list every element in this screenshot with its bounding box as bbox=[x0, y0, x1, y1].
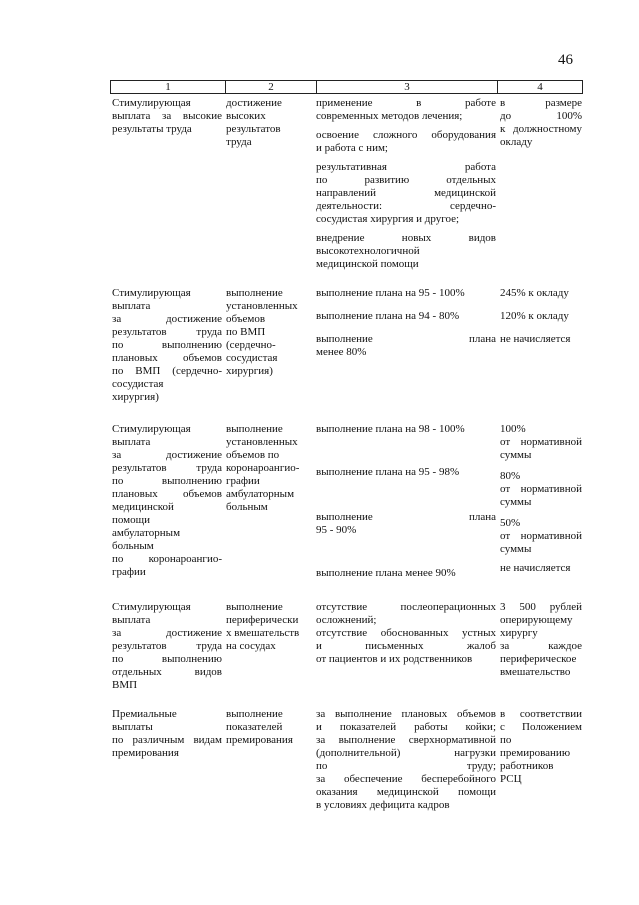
amount-item bbox=[500, 287, 582, 300]
condition-item bbox=[316, 423, 496, 436]
text-line: вмешательство bbox=[500, 666, 571, 678]
text-line: деятельности: сердечно- bbox=[316, 200, 496, 212]
amount-item bbox=[500, 708, 582, 786]
text-line: отдельных видов bbox=[112, 666, 222, 678]
text-line: за каждое bbox=[500, 640, 582, 652]
text-line: 95 - 90% bbox=[316, 524, 357, 536]
text-line: за выполнение плановых объемов bbox=[316, 708, 496, 720]
text-line: РСЦ bbox=[500, 773, 522, 785]
criterion-cell bbox=[226, 601, 314, 653]
text-line: результативная работа bbox=[316, 161, 496, 173]
text-line: и письменных жалоб bbox=[316, 640, 496, 652]
text-line: периферически bbox=[226, 614, 299, 626]
condition-item bbox=[316, 97, 496, 123]
text-line: за достижение bbox=[112, 627, 222, 639]
text-line: освоение сложного оборудования bbox=[316, 129, 496, 141]
text-line: направлений медицинской bbox=[316, 187, 496, 199]
amount-item bbox=[500, 310, 582, 323]
payment-type-cell bbox=[112, 708, 222, 760]
text-line: выполнение bbox=[226, 601, 283, 613]
text-line: суммы bbox=[500, 449, 532, 461]
condition-item bbox=[316, 567, 496, 580]
text-line: выполнение плана bbox=[316, 333, 496, 345]
text-line: медицинской помощи bbox=[316, 258, 419, 270]
text-line: коронароангио- bbox=[226, 462, 300, 474]
text-line: плановых объемов bbox=[112, 352, 222, 364]
text-line: графии bbox=[112, 566, 146, 578]
payment-type-cell bbox=[112, 423, 222, 579]
criterion-cell bbox=[226, 423, 314, 514]
condition-item bbox=[316, 708, 496, 812]
text-line: Стимулирующая bbox=[112, 287, 191, 299]
text-line: высоких bbox=[226, 110, 266, 122]
amount-item bbox=[500, 601, 582, 679]
text-line: объемов bbox=[226, 313, 266, 325]
text-line: Премиальные bbox=[112, 708, 177, 720]
text-line: результатов труда bbox=[112, 326, 222, 338]
amount-cell bbox=[500, 708, 582, 786]
text-line: не начисляется bbox=[500, 562, 571, 574]
text-line: Стимулирующая bbox=[112, 423, 191, 435]
condition-cell bbox=[316, 287, 496, 359]
amount-item bbox=[500, 423, 582, 462]
text-line: Стимулирующая bbox=[112, 97, 191, 109]
condition-cell bbox=[316, 423, 496, 580]
text-line: отсутствие обоснованных устных bbox=[316, 627, 496, 639]
text-line: хирургия) bbox=[112, 391, 159, 403]
criterion-cell bbox=[226, 287, 314, 378]
text-line: хирургия) bbox=[226, 365, 273, 377]
text-line: окладу bbox=[500, 136, 533, 148]
condition-item bbox=[316, 287, 496, 300]
text-line: амбулаторным bbox=[226, 488, 295, 500]
text-line: результатов труда bbox=[112, 640, 222, 652]
text-line: х вмешательств bbox=[226, 627, 300, 639]
text-line: выполнение плана на 94 - 80% bbox=[316, 310, 460, 322]
amount-cell bbox=[500, 287, 582, 346]
condition-cell bbox=[316, 708, 496, 812]
text-line: высокотехнологичной bbox=[316, 245, 420, 257]
text-line: результаты труда bbox=[112, 123, 192, 135]
text-line: больным bbox=[112, 540, 154, 552]
text-line: результатов bbox=[226, 123, 281, 135]
text-line: осложнений; bbox=[316, 614, 377, 626]
amount-item bbox=[500, 517, 582, 556]
text-line: по ВМП (сердечно- bbox=[112, 365, 222, 377]
condition-cell bbox=[316, 601, 496, 666]
text-line: по труду; bbox=[316, 760, 496, 772]
text-line: выполнение плана bbox=[316, 511, 496, 523]
text-line: по коронароангио- bbox=[112, 553, 222, 565]
amount-item bbox=[500, 97, 582, 149]
text-line: периферическое bbox=[500, 653, 577, 665]
text-line: суммы bbox=[500, 543, 532, 555]
condition-item bbox=[316, 129, 496, 155]
text-line: труда bbox=[226, 136, 252, 148]
text-line: выплата bbox=[112, 300, 151, 312]
text-line: от пациентов и их родственников bbox=[316, 653, 473, 665]
text-line: графии bbox=[226, 475, 260, 487]
payment-type-cell bbox=[112, 601, 222, 692]
text-line: выполнение плана на 95 - 100% bbox=[316, 287, 465, 299]
amount-item bbox=[500, 562, 582, 575]
text-line: современных методов лечения; bbox=[316, 110, 463, 122]
text-line: хирургу bbox=[500, 627, 538, 639]
text-line: выполнение bbox=[226, 423, 283, 435]
text-line: по выполнению bbox=[112, 475, 222, 487]
text-line: (дополнительной) нагрузки bbox=[316, 747, 496, 759]
text-line: по ВМП bbox=[226, 326, 266, 338]
text-line: выплата bbox=[112, 436, 151, 448]
text-line: ВМП bbox=[112, 679, 138, 691]
text-line: применение в работе bbox=[316, 97, 496, 109]
text-line: достижение bbox=[226, 97, 282, 109]
condition-cell bbox=[316, 97, 496, 271]
text-line: выполнение плана на 95 - 98% bbox=[316, 466, 460, 478]
column-number-3: 3 bbox=[317, 81, 498, 94]
text-line: 80% bbox=[500, 470, 521, 482]
text-line: 100% bbox=[500, 423, 526, 435]
text-line: сосудистая bbox=[112, 378, 164, 390]
text-line: 120% к окладу bbox=[500, 310, 569, 322]
amount-cell bbox=[500, 423, 582, 575]
text-line: премирования bbox=[112, 747, 179, 759]
text-line: сосудистая хирургия и другое; bbox=[316, 213, 460, 225]
column-number-4: 4 bbox=[498, 81, 583, 94]
text-line: плановых объемов bbox=[112, 488, 222, 500]
text-line: отсутствие послеоперационных bbox=[316, 601, 496, 613]
text-line: выплата за высокие bbox=[112, 110, 222, 122]
text-line: выплата bbox=[112, 614, 151, 626]
text-line: по развитию отдельных bbox=[316, 174, 496, 186]
text-line: от нормативной bbox=[500, 530, 582, 542]
condition-item bbox=[316, 511, 496, 537]
text-line: работников bbox=[500, 760, 554, 772]
condition-item bbox=[316, 466, 496, 479]
text-line: больным bbox=[226, 501, 268, 513]
text-line: в условиях дефицита кадров bbox=[316, 799, 450, 811]
text-line: в соответствии bbox=[500, 708, 582, 720]
payment-type-cell bbox=[112, 287, 222, 404]
text-line: медицинской bbox=[112, 501, 174, 513]
text-line: по выполнению bbox=[112, 339, 222, 351]
text-line: установленных bbox=[226, 300, 298, 312]
text-line: 3 500 рублей bbox=[500, 601, 582, 613]
text-line: за достижение bbox=[112, 313, 222, 325]
text-line: выплаты bbox=[112, 721, 153, 733]
text-line: с Положением bbox=[500, 721, 582, 733]
text-line: результатов труда bbox=[112, 462, 222, 474]
text-line: премирования bbox=[226, 734, 293, 746]
text-line: и работа с ним; bbox=[316, 142, 388, 154]
text-line: оперирующему bbox=[500, 614, 573, 626]
text-line: выполнение bbox=[226, 708, 283, 720]
text-line: по bbox=[500, 734, 512, 746]
condition-item bbox=[316, 310, 496, 323]
text-line: до 100% bbox=[500, 110, 582, 122]
text-line: Стимулирующая bbox=[112, 601, 191, 613]
text-line: от нормативной bbox=[500, 436, 582, 448]
text-line: выполнение плана на 98 - 100% bbox=[316, 423, 465, 435]
text-line: и показателей работы койки; bbox=[316, 721, 496, 733]
text-line: установленных bbox=[226, 436, 298, 448]
amount-cell bbox=[500, 601, 582, 679]
condition-item bbox=[316, 161, 496, 226]
condition-item bbox=[316, 601, 496, 666]
amount-item bbox=[500, 470, 582, 509]
text-line: объемов по bbox=[226, 449, 280, 461]
text-line: за обеспечение бесперебойного bbox=[316, 773, 496, 785]
text-line: суммы bbox=[500, 496, 532, 508]
text-line: 245% к окладу bbox=[500, 287, 569, 299]
text-line: помощи bbox=[112, 514, 150, 526]
text-line: за достижение bbox=[112, 449, 222, 461]
text-line: внедрение новых видов bbox=[316, 232, 496, 244]
text-line: по выполнению bbox=[112, 653, 222, 665]
text-line: не начисляется bbox=[500, 333, 571, 345]
text-line: к должностному bbox=[500, 123, 582, 135]
column-number-2: 2 bbox=[226, 81, 317, 94]
criterion-cell bbox=[226, 97, 314, 149]
column-number-header bbox=[110, 80, 583, 94]
text-line: менее 80% bbox=[316, 346, 367, 358]
condition-item bbox=[316, 232, 496, 271]
text-line: на сосудах bbox=[226, 640, 276, 652]
text-line: в размере bbox=[500, 97, 582, 109]
text-line: сосудистая bbox=[226, 352, 278, 364]
page-number: 46 bbox=[558, 52, 573, 68]
criterion-cell bbox=[226, 708, 314, 747]
text-line: (сердечно- bbox=[226, 339, 276, 351]
text-line: амбулаторным bbox=[112, 527, 181, 539]
amount-item bbox=[500, 333, 582, 346]
text-line: премированию bbox=[500, 747, 571, 759]
text-line: оказания медицинской помощи bbox=[316, 786, 496, 798]
amount-cell bbox=[500, 97, 582, 149]
text-line: за выполнение сверхнормативной bbox=[316, 734, 496, 746]
text-line: выполнение плана менее 90% bbox=[316, 567, 456, 579]
column-number-1: 1 bbox=[111, 81, 226, 94]
condition-item bbox=[316, 333, 496, 359]
text-line: от нормативной bbox=[500, 483, 582, 495]
payment-type-cell bbox=[112, 97, 222, 136]
text-line: по различным видам bbox=[112, 734, 222, 746]
text-line: показателей bbox=[226, 721, 283, 733]
text-line: 50% bbox=[500, 517, 521, 529]
text-line: выполнение bbox=[226, 287, 283, 299]
